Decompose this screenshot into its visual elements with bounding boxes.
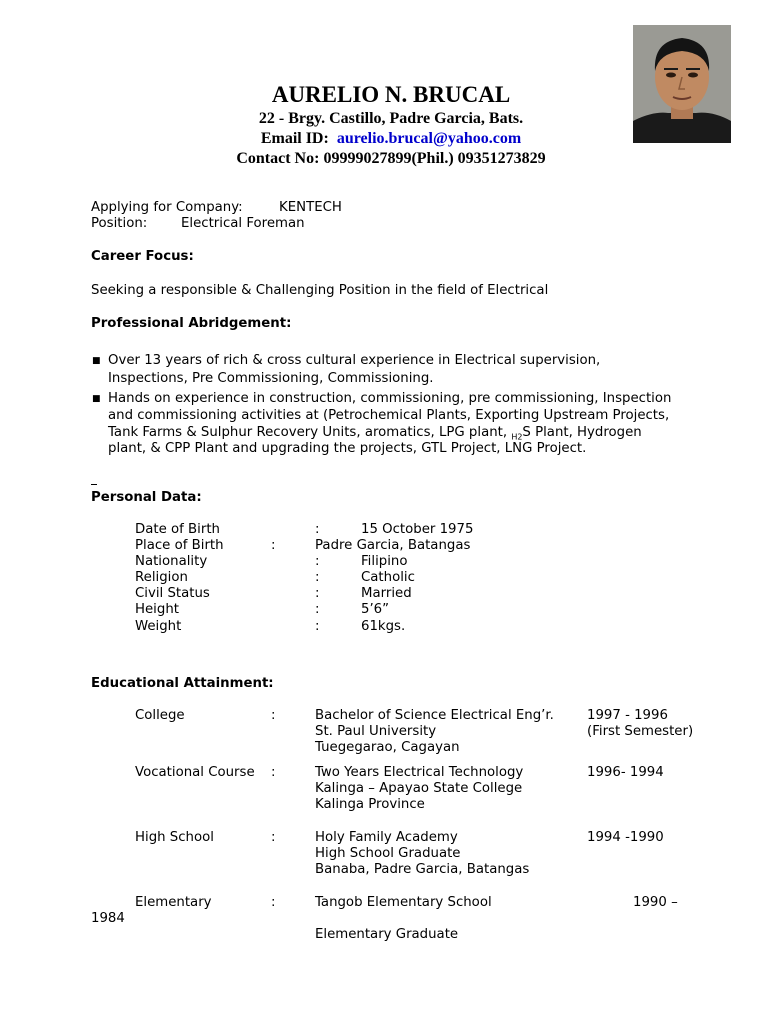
text-segment: S Plant, Hydrogen xyxy=(522,425,642,440)
abridgement-item: Hands on experience in construction, commissioning, pre commissioning, Inspection xyxy=(108,391,672,406)
company-value: KENTECH xyxy=(279,200,342,215)
separator: : xyxy=(315,554,320,569)
religion-label: Religion xyxy=(135,570,188,585)
abridgement-item: Over 13 years of rich & cross cultural experience in Electrical supervision, xyxy=(108,353,601,368)
abridgement-item-cont: plant, & CPP Plant and upgrading the projects, GTL Project, LNG Project. xyxy=(108,441,587,456)
company-label: Applying for Company: xyxy=(91,200,243,215)
personal-heading: Personal Data: xyxy=(91,490,202,505)
civil-status-value: Married xyxy=(361,586,412,601)
highschool-school: Holy Family Academy xyxy=(315,830,458,845)
weight-label: Weight xyxy=(135,619,182,634)
text-segment: Tank Farms & Sulphur Recovery Units, aromatics, LPG plant, xyxy=(108,425,512,440)
nationality-value: Filipino xyxy=(361,554,408,569)
career-text: Seeking a responsible & Challenging Position in the field of Electrical xyxy=(91,283,549,298)
religion-value: Catholic xyxy=(361,570,415,585)
abridgement-item-cont: and commissioning activities at (Petrochemical Plants, Exporting Upstream Projects, xyxy=(108,408,670,423)
elementary-label: Elementary xyxy=(135,895,212,910)
height-label: Height xyxy=(135,602,179,617)
email-line xyxy=(0,130,768,148)
elementary-years-start: 1990 – xyxy=(633,895,678,910)
separator: : xyxy=(271,708,276,723)
college-location: Tuegegarao, Cagayan xyxy=(315,740,460,755)
dob-value: 15 October 1975 xyxy=(361,522,474,537)
college-school: St. Paul University xyxy=(315,724,437,739)
separator: : xyxy=(271,765,276,780)
abridgement-heading: Professional Abridgement: xyxy=(91,316,292,331)
address: 22 - Brgy. Castillo, Padre Garcia, Bats. xyxy=(258,110,524,127)
separator: : xyxy=(315,586,320,601)
separator: : xyxy=(271,830,276,845)
highschool-status: High School Graduate xyxy=(315,846,461,861)
email-link[interactable]: aurelio.brucal@yahoo.com xyxy=(336,130,522,147)
elementary-school: Tangob Elementary School xyxy=(315,895,492,910)
divider xyxy=(91,484,97,485)
separator: : xyxy=(315,619,320,634)
college-note: (First Semester) xyxy=(587,724,694,739)
separator: : xyxy=(315,522,320,537)
separator: : xyxy=(271,538,276,553)
career-heading: Career Focus: xyxy=(91,249,194,264)
candidate-name: AURELIO N. BRUCAL xyxy=(271,82,511,107)
vocational-school: Kalinga – Apayao State College xyxy=(315,781,523,796)
company-line xyxy=(91,200,243,216)
separator: : xyxy=(315,570,320,585)
civil-status-label: Civil Status xyxy=(135,586,210,601)
pob-value: Padre Garcia, Batangas xyxy=(315,538,471,553)
weight-value: 61kgs. xyxy=(361,619,406,634)
bullet-icon: ■ xyxy=(92,394,101,404)
position-label: Position: xyxy=(91,216,148,231)
pob-label: Place of Birth xyxy=(135,538,224,553)
abridgement-item-cont: Inspections, Pre Commissioning, Commissioning. xyxy=(108,371,434,386)
separator: : xyxy=(315,602,320,617)
contact-line: Contact No: 09999027899(Phil.) 09351273829 xyxy=(236,150,546,167)
highschool-label: High School xyxy=(135,830,214,845)
college-degree: Bachelor of Science Electrical Eng’r. xyxy=(315,708,554,723)
college-years: 1997 - 1996 xyxy=(587,708,668,723)
vocational-location: Kalinga Province xyxy=(315,797,425,812)
highschool-years: 1994 -1990 xyxy=(587,830,664,845)
education-heading: Educational Attainment: xyxy=(91,676,274,691)
dob-label: Date of Birth xyxy=(135,522,220,537)
nationality-label: Nationality xyxy=(135,554,208,569)
highschool-location: Banaba, Padre Garcia, Batangas xyxy=(315,862,530,877)
vocational-course: Two Years Electrical Technology xyxy=(315,765,524,780)
bullet-icon: ■ xyxy=(92,356,101,366)
email-label: Email ID: xyxy=(260,130,329,147)
subscript: H2 xyxy=(511,432,523,442)
position-value: Electrical Foreman xyxy=(181,216,305,231)
vocational-label: Vocational Course xyxy=(135,765,255,780)
elementary-status: Elementary Graduate xyxy=(315,927,459,942)
elementary-years-end: 1984 xyxy=(91,911,125,926)
separator: : xyxy=(271,895,276,910)
vocational-years: 1996- 1994 xyxy=(587,765,664,780)
college-label: College xyxy=(135,708,185,723)
height-value: 5’6” xyxy=(361,602,390,617)
